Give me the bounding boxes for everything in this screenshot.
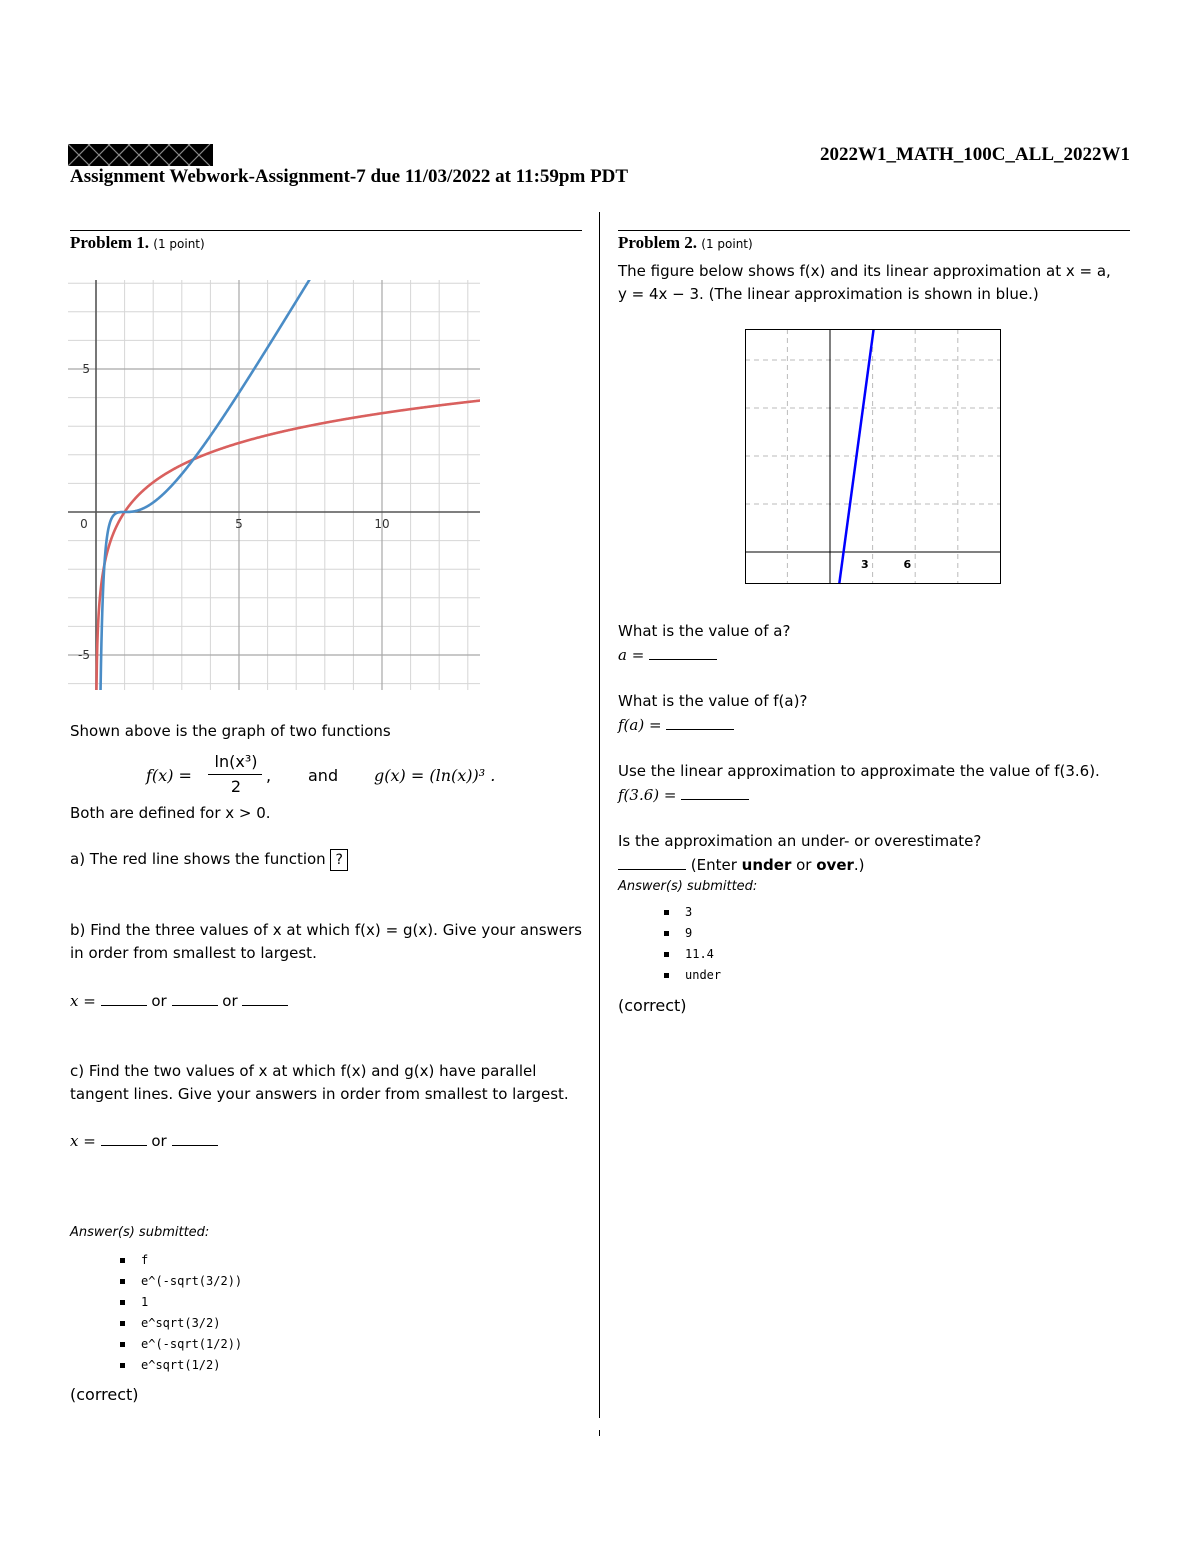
list-item: [664, 902, 721, 923]
answer-blank-fa[interactable]: [666, 715, 734, 730]
a-equals-label: a =: [618, 646, 645, 664]
graph2-tick-labels: [861, 558, 912, 571]
q2-text: What is the value of f(a)?: [618, 692, 808, 710]
problem1-title: [70, 233, 205, 253]
problem1-status: (correct): [70, 1385, 139, 1404]
bullet: [120, 1258, 125, 1263]
list-item: [120, 1250, 242, 1271]
g-definition: g(x) = (ln(x))³ .: [374, 766, 496, 785]
page-mark: [599, 1430, 600, 1436]
problem2-title: [618, 233, 753, 253]
problem2-rule: [618, 230, 1130, 231]
course-code: 2022W1_MATH_100C_ALL_2022W1: [820, 144, 1130, 165]
q3-answer-line: [618, 784, 749, 807]
bullet: [120, 1321, 125, 1326]
x-equals-label: x =: [70, 1132, 96, 1150]
graph1-grid: [68, 280, 480, 690]
list-item: [120, 1271, 242, 1292]
problem1-graph: [68, 280, 480, 690]
bullet: [120, 1279, 125, 1284]
answer-value: 1: [141, 1295, 149, 1309]
domain-text: Both are defined for x > 0.: [70, 804, 271, 822]
list-item: [120, 1313, 242, 1334]
part-a-text: a) The red line shows the function: [70, 850, 326, 868]
answer-value: e^(-sqrt(1/2)): [141, 1337, 243, 1351]
bullet: [664, 910, 669, 915]
part-c-answer-line: [70, 1130, 218, 1153]
q3-text: Use the linear approximation to approximate the value of f(3.6).: [618, 762, 1100, 780]
fraction-bar: [208, 774, 262, 775]
answer-value: e^(-sqrt(3/2)): [141, 1274, 243, 1288]
problem2-status: (correct): [618, 996, 687, 1015]
or-word: or: [222, 992, 238, 1010]
x-tick-label: 3: [860, 558, 869, 571]
bullet: [664, 973, 669, 978]
f-denominator: 2: [230, 777, 242, 796]
part-b-answer-line: [70, 990, 288, 1013]
q4-answer-line: [618, 854, 865, 877]
list-item: [664, 965, 721, 986]
answer-value: 11.4: [685, 947, 714, 961]
problem1-answers-header: Answer(s) submitted:: [70, 1225, 210, 1240]
problem2-answers-list: [664, 902, 721, 986]
hint-under: under: [741, 856, 792, 874]
redacted-name: [68, 144, 213, 166]
list-item: [120, 1292, 242, 1313]
hint-over: over: [816, 856, 854, 874]
bullet: [664, 952, 669, 957]
function-select-dropdown[interactable]: ?: [330, 849, 347, 871]
x-tick-label: 6: [903, 558, 912, 571]
answer-blank-a[interactable]: [649, 645, 717, 660]
q2-answer-line: [618, 714, 734, 737]
y-tick-label: -5: [78, 648, 90, 662]
answer-blank-b3[interactable]: [242, 991, 288, 1006]
fa-equals-label: f(a) =: [618, 716, 662, 734]
f-numerator: ln(x³): [214, 752, 258, 771]
blue-curve-g: [99, 280, 325, 690]
answer-blank-c1[interactable]: [101, 1131, 147, 1146]
problem2-answers-header: Answer(s) submitted:: [618, 879, 758, 894]
q1-answer-line: [618, 644, 717, 667]
answer-value: 3: [685, 905, 693, 919]
hint-text: or: [791, 856, 817, 874]
list-item: [120, 1334, 242, 1355]
q4-text: Is the approximation an under- or overestimate?: [618, 832, 982, 850]
x-equals-label: x =: [70, 992, 96, 1010]
part-a: [70, 848, 348, 871]
problem1-answers-list: [120, 1250, 242, 1376]
comma: ,: [266, 766, 272, 785]
x-tick-label: 0: [80, 517, 88, 531]
problem2-number: Problem 2.: [618, 233, 698, 252]
and-word: and: [308, 766, 339, 785]
or-word: or: [151, 992, 167, 1010]
problem1-points: (1 point): [153, 237, 205, 251]
answer-value: f: [141, 1253, 149, 1267]
answer-blank-b2[interactable]: [172, 991, 218, 1006]
redaction-pattern: [68, 144, 213, 166]
answer-blank-b1[interactable]: [101, 991, 147, 1006]
x-tick-label: 10: [374, 517, 390, 531]
q1-text: What is the value of a?: [618, 622, 791, 640]
part-b-text: b) Find the three values of x at which f(x) = g(x). Give your answers in order from smallest to largest.: [70, 921, 582, 962]
problem2-graph: [745, 329, 1002, 585]
list-item: [664, 944, 721, 965]
problem1-number: Problem 1.: [70, 233, 150, 252]
bullet: [120, 1300, 125, 1305]
hint-text: .): [853, 856, 865, 874]
answer-value: e^sqrt(1/2): [141, 1358, 221, 1372]
answer-value: e^sqrt(3/2): [141, 1316, 221, 1330]
bullet: [664, 931, 669, 936]
graph2-grid: [745, 329, 1001, 584]
list-item: [664, 923, 721, 944]
answer-blank-c2[interactable]: [172, 1131, 218, 1146]
answer-blank-under-over[interactable]: [618, 855, 686, 870]
or-word: or: [151, 1132, 167, 1150]
f36-equals-label: f(3.6) =: [618, 786, 677, 804]
column-divider: [599, 212, 600, 1418]
y-tick-label: 5: [82, 362, 90, 376]
problem2-intro-line2: y = 4x − 3. (The linear approximation is shown in blue.): [618, 285, 1039, 303]
assignment-title: Assignment Webwork-Assignment-7 due 11/03/2022 at 11:59pm PDT: [70, 166, 629, 187]
part-c-text: c) Find the two values of x at which f(x) and g(x) have parallel tangent lines. Give your answers in order from smallest to largest.: [70, 1062, 569, 1103]
answer-value: 9: [685, 926, 693, 940]
problem2-intro-line1: The figure below shows f(x) and its linear approximation at x = a,: [618, 262, 1111, 280]
problem2-points: (1 point): [701, 237, 753, 251]
hint-text: (Enter: [690, 856, 742, 874]
bullet: [120, 1363, 125, 1368]
answer-blank-f36[interactable]: [681, 785, 749, 800]
list-item: [120, 1355, 242, 1376]
graph1-axes: [68, 280, 480, 690]
answer-value: under: [685, 968, 722, 982]
function-definitions: [146, 752, 546, 800]
bullet: [120, 1342, 125, 1347]
problem1-rule: [70, 230, 582, 231]
f-definition-lhs: f(x) =: [146, 766, 192, 785]
problem1-intro: Shown above is the graph of two functions: [70, 722, 391, 740]
x-tick-label: 5: [235, 517, 243, 531]
